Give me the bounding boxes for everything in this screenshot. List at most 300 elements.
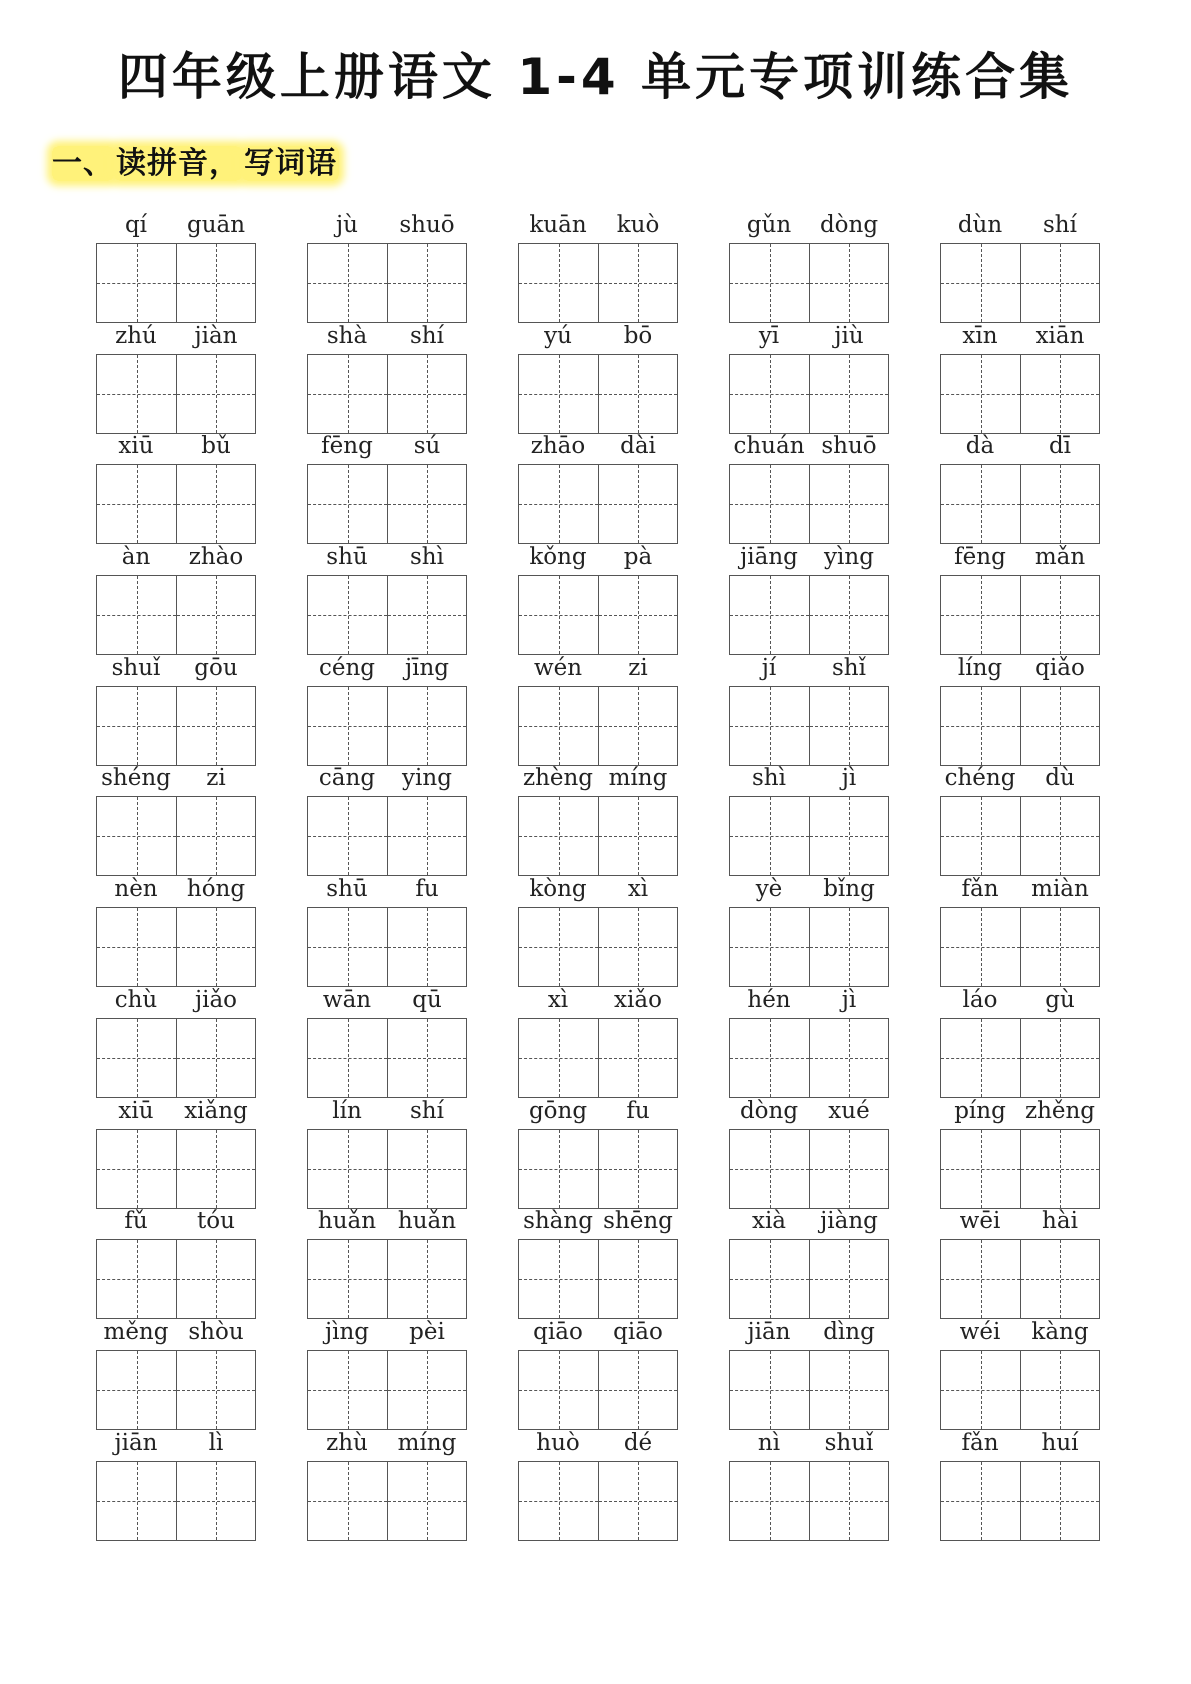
character-cell[interactable]: [97, 687, 176, 765]
character-cell[interactable]: [941, 355, 1020, 433]
pinyin-word-item: [729, 761, 889, 881]
character-cell[interactable]: [519, 1462, 598, 1540]
tianzige-writing-box[interactable]: [729, 243, 889, 323]
pinyin-syllable: shū: [326, 544, 368, 571]
pinyin-label: [940, 1315, 1100, 1349]
character-cell[interactable]: [387, 244, 466, 322]
pinyin-label: [307, 651, 467, 685]
section-instruction-write: 写词语: [244, 146, 337, 181]
character-cell[interactable]: [387, 687, 466, 765]
tianzige-writing-box[interactable]: [729, 1018, 889, 1098]
character-cell[interactable]: [308, 1462, 387, 1540]
pinyin-syllable: shì: [752, 765, 786, 792]
tianzige-writing-box[interactable]: [940, 354, 1100, 434]
tianzige-writing-box[interactable]: [307, 907, 467, 987]
character-cell[interactable]: [308, 687, 387, 765]
tianzige-writing-box[interactable]: [729, 907, 889, 987]
tianzige-writing-box[interactable]: [96, 354, 256, 434]
pinyin-syllable: hóng: [186, 876, 246, 903]
pinyin-word-item: [307, 872, 467, 992]
tianzige-writing-box[interactable]: [729, 796, 889, 876]
pinyin-syllable: miàn: [1031, 876, 1089, 903]
tianzige-writing-box[interactable]: [307, 686, 467, 766]
pinyin-word-item: [96, 208, 256, 328]
pinyin-syllable: wén: [533, 654, 583, 681]
pinyin-label: [729, 872, 889, 906]
character-cell[interactable]: [387, 576, 466, 654]
pinyin-syllable: qí: [124, 212, 148, 238]
pinyin-syllable: zhāo: [530, 433, 586, 460]
pinyin-label: [307, 1426, 467, 1460]
pinyin-word-item: [96, 540, 256, 660]
character-cell[interactable]: [387, 465, 466, 543]
character-cell[interactable]: [941, 797, 1020, 875]
character-cell[interactable]: [598, 1351, 677, 1429]
character-cell[interactable]: [730, 1462, 809, 1540]
character-cell[interactable]: [730, 576, 809, 654]
pinyin-label: [96, 208, 256, 242]
character-cell[interactable]: [730, 1019, 809, 1097]
pinyin-word-item: [307, 1426, 467, 1546]
character-cell[interactable]: [387, 1351, 466, 1429]
pinyin-word-item: [307, 1094, 467, 1214]
pinyin-syllable: xì: [547, 986, 569, 1013]
tianzige-writing-box[interactable]: [729, 1350, 889, 1430]
tianzige-writing-box[interactable]: [307, 1018, 467, 1098]
tianzige-writing-box[interactable]: [307, 354, 467, 434]
tianzige-writing-box[interactable]: [96, 907, 256, 987]
pinyin-syllable: shuō: [399, 212, 455, 238]
tianzige-writing-box[interactable]: [518, 464, 678, 544]
pinyin-syllable: jìng: [324, 1318, 370, 1345]
pinyin-label: [307, 983, 467, 1017]
tianzige-writing-box[interactable]: [96, 243, 256, 323]
tianzige-writing-box[interactable]: [518, 1129, 678, 1209]
pinyin-syllable: dé: [623, 1429, 653, 1456]
tianzige-writing-box[interactable]: [307, 1129, 467, 1209]
character-cell[interactable]: [809, 576, 888, 654]
pinyin-word-item: [307, 208, 467, 328]
pinyin-label: [96, 540, 256, 574]
pinyin-label: [96, 1315, 256, 1349]
character-cell[interactable]: [519, 1351, 598, 1429]
tianzige-writing-box[interactable]: [307, 1350, 467, 1430]
tianzige-writing-box[interactable]: [307, 1239, 467, 1319]
character-cell[interactable]: [730, 244, 809, 322]
character-cell[interactable]: [730, 1240, 809, 1318]
character-cell[interactable]: [176, 797, 255, 875]
character-cell[interactable]: [598, 1130, 677, 1208]
character-cell[interactable]: [941, 1462, 1020, 1540]
pinyin-label: [307, 872, 467, 906]
pinyin-syllable: qiāo: [533, 1318, 583, 1345]
tianzige-writing-box[interactable]: [307, 575, 467, 655]
character-cell[interactable]: [809, 1240, 888, 1318]
pinyin-label: [307, 1204, 467, 1238]
pinyin-syllable: shuō: [821, 433, 877, 460]
pinyin-label: [940, 872, 1100, 906]
pinyin-syllable: hài: [1042, 1208, 1078, 1235]
pinyin-syllable: qū: [412, 986, 442, 1013]
pinyin-word-item: [307, 1204, 467, 1324]
pinyin-syllable: dòng: [739, 1097, 799, 1124]
character-cell[interactable]: [308, 1240, 387, 1318]
character-cell[interactable]: [730, 1130, 809, 1208]
character-cell[interactable]: [519, 908, 598, 986]
pinyin-syllable: dùn: [957, 212, 1003, 238]
character-cell[interactable]: [598, 908, 677, 986]
character-cell[interactable]: [809, 244, 888, 322]
tianzige-writing-box[interactable]: [940, 1018, 1100, 1098]
pinyin-syllable: fu: [415, 876, 439, 903]
character-cell[interactable]: [1020, 1462, 1099, 1540]
character-cell[interactable]: [809, 1130, 888, 1208]
pinyin-syllable: pèi: [409, 1318, 445, 1345]
character-cell[interactable]: [941, 908, 1020, 986]
character-cell[interactable]: [176, 908, 255, 986]
pinyin-label: [729, 651, 889, 685]
pinyin-label: [96, 1094, 256, 1128]
pinyin-word-item: [729, 319, 889, 439]
tianzige-writing-box[interactable]: [96, 1350, 256, 1430]
character-cell[interactable]: [97, 244, 176, 322]
tianzige-writing-box[interactable]: [518, 575, 678, 655]
tianzige-writing-box[interactable]: [307, 1461, 467, 1541]
character-cell[interactable]: [387, 1240, 466, 1318]
character-cell[interactable]: [1020, 576, 1099, 654]
character-cell[interactable]: [1020, 1240, 1099, 1318]
pinyin-label: [729, 1204, 889, 1238]
pinyin-syllable: jīng: [404, 654, 450, 681]
tianzige-writing-box[interactable]: [518, 1461, 678, 1541]
pinyin-syllable: fu: [626, 1097, 650, 1124]
character-cell[interactable]: [598, 797, 677, 875]
tianzige-writing-box[interactable]: [940, 575, 1100, 655]
character-cell[interactable]: [519, 244, 598, 322]
pinyin-label: [729, 540, 889, 574]
character-cell[interactable]: [598, 465, 677, 543]
tianzige-writing-box[interactable]: [96, 575, 256, 655]
pinyin-word-item: [518, 208, 678, 328]
character-cell[interactable]: [1020, 908, 1099, 986]
pinyin-syllable: jiàn: [194, 322, 238, 349]
character-cell[interactable]: [941, 1130, 1020, 1208]
character-cell[interactable]: [941, 687, 1020, 765]
pinyin-syllable: xiū: [118, 1097, 154, 1124]
pinyin-syllable: dù: [1045, 765, 1075, 792]
character-cell[interactable]: [97, 908, 176, 986]
character-cell[interactable]: [598, 244, 677, 322]
character-cell[interactable]: [176, 1462, 255, 1540]
character-cell[interactable]: [176, 244, 255, 322]
pinyin-syllable: wān: [322, 986, 372, 1013]
tianzige-writing-box[interactable]: [518, 796, 678, 876]
pinyin-syllable: xiān: [1035, 322, 1085, 349]
character-cell[interactable]: [730, 908, 809, 986]
character-cell[interactable]: [598, 355, 677, 433]
character-cell[interactable]: [387, 797, 466, 875]
pinyin-syllable: jiān: [114, 1429, 158, 1456]
tianzige-writing-box[interactable]: [518, 1239, 678, 1319]
character-cell[interactable]: [97, 465, 176, 543]
pinyin-syllable: shà: [326, 322, 368, 349]
pinyin-label: [518, 429, 678, 463]
character-cell[interactable]: [941, 576, 1020, 654]
character-cell[interactable]: [97, 1240, 176, 1318]
tianzige-writing-box[interactable]: [307, 243, 467, 323]
tianzige-writing-box[interactable]: [940, 464, 1100, 544]
tianzige-writing-box[interactable]: [729, 1461, 889, 1541]
tianzige-writing-box[interactable]: [940, 686, 1100, 766]
tianzige-writing-box[interactable]: [940, 796, 1100, 876]
character-cell[interactable]: [308, 355, 387, 433]
character-cell[interactable]: [308, 1130, 387, 1208]
character-cell[interactable]: [176, 687, 255, 765]
character-cell[interactable]: [308, 1019, 387, 1097]
character-cell[interactable]: [97, 1462, 176, 1540]
character-cell[interactable]: [809, 355, 888, 433]
section-number: 一、: [52, 146, 114, 181]
character-cell[interactable]: [519, 1240, 598, 1318]
pinyin-syllable: dà: [965, 433, 995, 460]
tianzige-writing-box[interactable]: [518, 1350, 678, 1430]
character-cell[interactable]: [387, 1462, 466, 1540]
pinyin-label: [729, 1315, 889, 1349]
pinyin-word-item: [518, 319, 678, 439]
tianzige-writing-box[interactable]: [729, 686, 889, 766]
character-cell[interactable]: [308, 576, 387, 654]
pinyin-syllable: zhú: [115, 322, 157, 349]
pinyin-syllable: gǔn: [746, 212, 792, 238]
character-cell[interactable]: [809, 1462, 888, 1540]
character-cell[interactable]: [730, 687, 809, 765]
tianzige-writing-box[interactable]: [729, 575, 889, 655]
pinyin-label: [96, 319, 256, 353]
character-cell[interactable]: [941, 1240, 1020, 1318]
tianzige-writing-box[interactable]: [96, 1129, 256, 1209]
tianzige-writing-box[interactable]: [940, 907, 1100, 987]
character-cell[interactable]: [809, 465, 888, 543]
tianzige-writing-box[interactable]: [518, 907, 678, 987]
character-cell[interactable]: [1020, 1130, 1099, 1208]
character-cell[interactable]: [519, 1019, 598, 1097]
character-cell[interactable]: [598, 1462, 677, 1540]
character-cell[interactable]: [598, 687, 677, 765]
tianzige-writing-box[interactable]: [940, 1239, 1100, 1319]
pinyin-syllable: chuán: [733, 433, 805, 460]
pinyin-word-item: [307, 651, 467, 771]
tianzige-writing-box[interactable]: [96, 1461, 256, 1541]
character-cell[interactable]: [1020, 244, 1099, 322]
character-cell[interactable]: [519, 576, 598, 654]
tianzige-writing-box[interactable]: [518, 354, 678, 434]
pinyin-word-item: [307, 983, 467, 1103]
character-cell[interactable]: [308, 1351, 387, 1429]
tianzige-writing-box[interactable]: [940, 243, 1100, 323]
tianzige-writing-box[interactable]: [518, 686, 678, 766]
pinyin-word-item: [96, 319, 256, 439]
pinyin-label: [307, 319, 467, 353]
tianzige-writing-box[interactable]: [96, 686, 256, 766]
pinyin-exercise-grid: [96, 208, 1100, 1536]
character-cell[interactable]: [308, 797, 387, 875]
pinyin-syllable: hén: [747, 986, 791, 1013]
pinyin-syllable: kǒng: [529, 544, 587, 571]
pinyin-word-item: [96, 983, 256, 1103]
pinyin-syllable: cāng: [318, 765, 376, 792]
pinyin-word-item: [518, 872, 678, 992]
pinyin-label: [940, 1426, 1100, 1460]
pinyin-word-item: [940, 1204, 1100, 1324]
pinyin-word-item: [96, 1204, 256, 1324]
tianzige-writing-box[interactable]: [729, 464, 889, 544]
character-cell[interactable]: [387, 1019, 466, 1097]
character-cell[interactable]: [387, 908, 466, 986]
character-cell[interactable]: [1020, 1019, 1099, 1097]
character-cell[interactable]: [730, 797, 809, 875]
character-cell[interactable]: [519, 687, 598, 765]
pinyin-word-item: [307, 761, 467, 881]
pinyin-syllable: zi: [206, 765, 226, 792]
character-cell[interactable]: [598, 1019, 677, 1097]
pinyin-label: [518, 208, 678, 242]
pinyin-syllable: fǎn: [961, 876, 999, 903]
character-cell[interactable]: [809, 1351, 888, 1429]
pinyin-word-item: [940, 208, 1100, 328]
tianzige-writing-box[interactable]: [518, 1018, 678, 1098]
character-cell[interactable]: [598, 576, 677, 654]
character-cell[interactable]: [519, 1130, 598, 1208]
pinyin-word-item: [940, 319, 1100, 439]
pinyin-syllable: kàng: [1031, 1318, 1089, 1345]
tianzige-writing-box[interactable]: [518, 243, 678, 323]
tianzige-writing-box[interactable]: [307, 464, 467, 544]
pinyin-syllable: shuǐ: [111, 654, 161, 681]
character-cell[interactable]: [97, 1351, 176, 1429]
pinyin-word-item: [729, 1426, 889, 1546]
tianzige-writing-box[interactable]: [940, 1350, 1100, 1430]
character-cell[interactable]: [176, 1130, 255, 1208]
pinyin-label: [729, 319, 889, 353]
pinyin-word-item: [940, 429, 1100, 549]
pinyin-syllable: mǎn: [1034, 544, 1086, 571]
character-cell[interactable]: [730, 1351, 809, 1429]
pinyin-word-item: [729, 1315, 889, 1435]
character-cell[interactable]: [97, 355, 176, 433]
character-cell[interactable]: [809, 908, 888, 986]
character-cell[interactable]: [1020, 687, 1099, 765]
pinyin-syllable: jiù: [834, 322, 864, 349]
character-cell[interactable]: [1020, 1351, 1099, 1429]
pinyin-syllable: zhèng: [522, 765, 594, 792]
character-cell[interactable]: [176, 1351, 255, 1429]
character-cell[interactable]: [176, 576, 255, 654]
pinyin-syllable: kuān: [529, 212, 587, 238]
pinyin-word-item: [307, 540, 467, 660]
character-cell[interactable]: [730, 355, 809, 433]
pinyin-syllable: huí: [1041, 1429, 1079, 1456]
pinyin-syllable: céng: [318, 654, 376, 681]
character-cell[interactable]: [809, 1019, 888, 1097]
character-cell[interactable]: [809, 797, 888, 875]
tianzige-writing-box[interactable]: [96, 1018, 256, 1098]
pinyin-label: [96, 761, 256, 795]
character-cell[interactable]: [97, 797, 176, 875]
pinyin-word-item: [518, 1204, 678, 1324]
pinyin-label: [307, 208, 467, 242]
character-cell[interactable]: [387, 1130, 466, 1208]
tianzige-writing-box[interactable]: [307, 796, 467, 876]
character-cell[interactable]: [519, 465, 598, 543]
pinyin-word-item: [940, 540, 1100, 660]
character-cell[interactable]: [97, 576, 176, 654]
section-heading: [52, 142, 339, 186]
tianzige-writing-box[interactable]: [729, 354, 889, 434]
character-cell[interactable]: [519, 355, 598, 433]
pinyin-word-item: [96, 429, 256, 549]
character-cell[interactable]: [308, 244, 387, 322]
tianzige-writing-box[interactable]: [729, 1129, 889, 1209]
character-cell[interactable]: [730, 465, 809, 543]
pinyin-syllable: huò: [536, 1429, 580, 1456]
character-cell[interactable]: [387, 355, 466, 433]
character-cell[interactable]: [308, 465, 387, 543]
tianzige-writing-box[interactable]: [940, 1129, 1100, 1209]
character-cell[interactable]: [176, 465, 255, 543]
pinyin-syllable: fēng: [954, 544, 1006, 571]
tianzige-writing-box[interactable]: [940, 1461, 1100, 1541]
tianzige-writing-box[interactable]: [96, 464, 256, 544]
pinyin-label: [518, 1094, 678, 1128]
pinyin-label: [940, 540, 1100, 574]
pinyin-label: [518, 1426, 678, 1460]
pinyin-syllable: xiǎo: [614, 986, 662, 1013]
tianzige-writing-box[interactable]: [96, 796, 256, 876]
pinyin-word-item: [307, 429, 467, 549]
pinyin-label: [940, 761, 1100, 795]
character-cell[interactable]: [176, 1240, 255, 1318]
character-cell[interactable]: [519, 797, 598, 875]
character-cell[interactable]: [598, 1240, 677, 1318]
pinyin-syllable: wéi: [959, 1318, 1001, 1345]
character-cell[interactable]: [176, 355, 255, 433]
pinyin-label: [96, 1204, 256, 1238]
character-cell[interactable]: [308, 908, 387, 986]
pinyin-label: [518, 1315, 678, 1349]
character-cell[interactable]: [809, 687, 888, 765]
pinyin-label: [518, 651, 678, 685]
pinyin-syllable: jiāng: [740, 544, 798, 571]
character-cell[interactable]: [941, 1351, 1020, 1429]
character-cell[interactable]: [176, 1019, 255, 1097]
character-cell[interactable]: [1020, 465, 1099, 543]
pinyin-syllable: zhù: [326, 1429, 368, 1456]
pinyin-word-item: [518, 1426, 678, 1546]
character-cell[interactable]: [1020, 797, 1099, 875]
pinyin-syllable: nèn: [114, 876, 158, 903]
character-cell[interactable]: [941, 1019, 1020, 1097]
character-cell[interactable]: [1020, 355, 1099, 433]
character-cell[interactable]: [97, 1019, 176, 1097]
tianzige-writing-box[interactable]: [729, 1239, 889, 1319]
pinyin-label: [729, 208, 889, 242]
character-cell[interactable]: [97, 1130, 176, 1208]
pinyin-syllable: kòng: [529, 876, 587, 903]
character-cell[interactable]: [941, 465, 1020, 543]
character-cell[interactable]: [941, 244, 1020, 322]
pinyin-syllable: qiāo: [613, 1318, 663, 1345]
tianzige-writing-box[interactable]: [96, 1239, 256, 1319]
